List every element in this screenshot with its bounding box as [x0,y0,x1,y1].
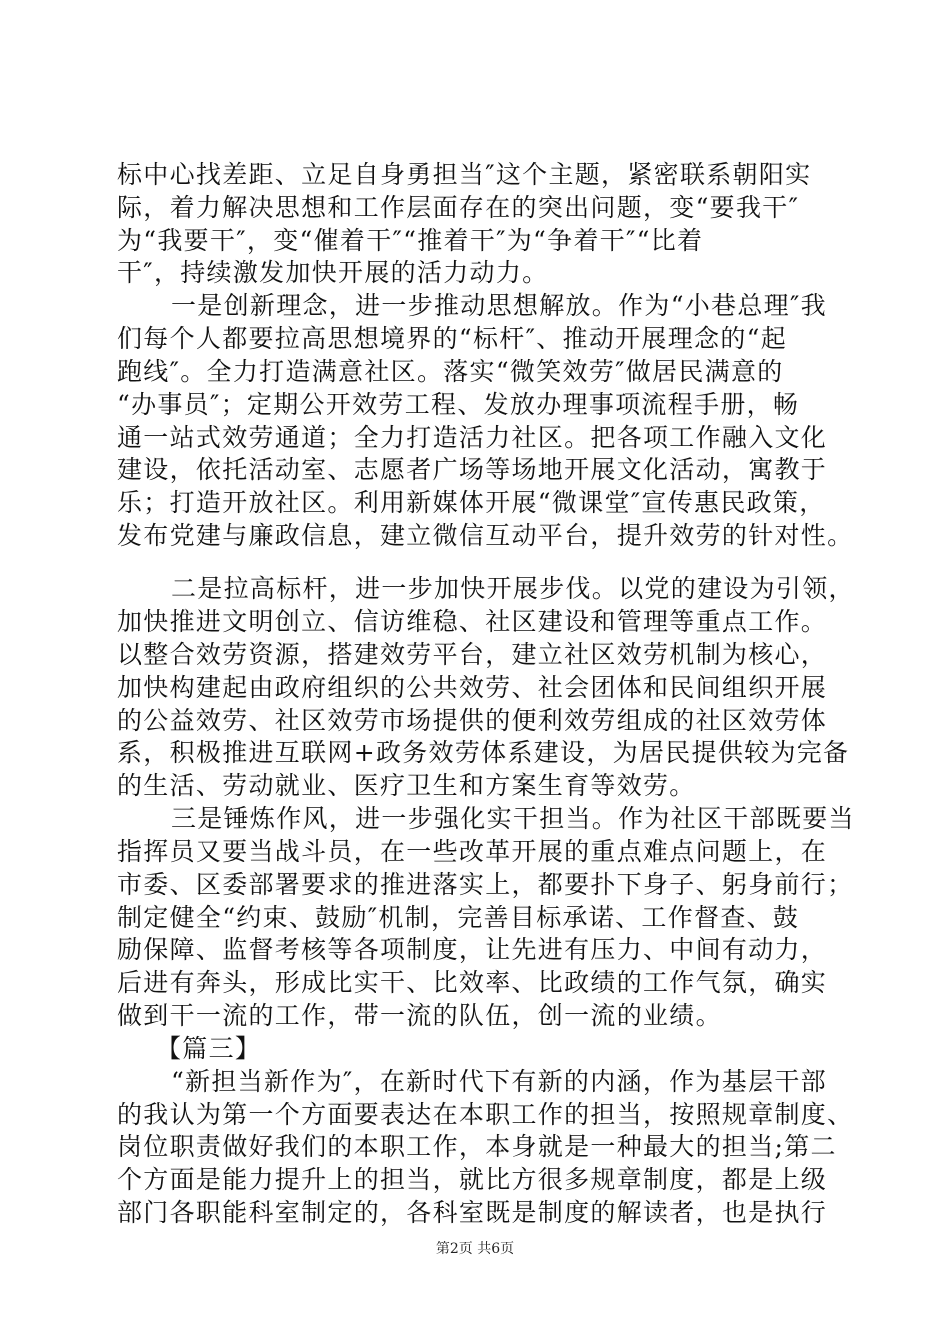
paragraph-first-line: 一是创新理念，进一步推动思想解放。作为“小巷总理″我 [171,291,827,320]
text-line: 加快推进文明创立、信访维稳、社区建设和管理等重点工作。 [117,607,828,636]
text-line: 标中心找差距、立足自身勇担当″这个主题，紧密联系朝阳实 [117,160,812,189]
text-line: 发布党建与廉政信息，建立微信互动平台，提升效劳的针对性。 [117,521,854,550]
text-line: 干″，持续激发加快开展的活力动力。 [117,258,549,287]
text-line: 个方面是能力提升上的担当，就比方很多规章制度，都是上级 [117,1165,828,1194]
text-line: 们每个人都要拉高思想境界的“标杆″、推动开展理念的“起 [117,324,788,353]
text-line: 为“我要干″，变“催着干″“推着干″为“争着干″“比着 [117,226,704,255]
text-line: 乐；打造开放社区。利用新媒体开展“微课堂″宣传惠民政策， [117,488,826,517]
text-line: 跑线″。全力打造满意社区。落实“微笑效劳″做居民满意的 [117,357,784,386]
paragraph-first-line: 二是拉高标杆，进一步加快开展步伐。以党的建设为引领， [171,574,855,603]
text-line: 做到干一流的工作，带一流的队伍，创一流的业绩。 [117,1001,722,1030]
text-line: 指挥员又要当战斗员，在一些改革开展的重点难点问题上，在 [117,837,828,866]
text-line: 市委、区委部署要求的推进落实上，都要扑下身子、躬身前行； [117,870,854,899]
text-line: 的公益效劳、社区效劳市场提供的便利效劳组成的社区效劳体 [117,706,828,735]
text-line: 后进有奔头，形成比实干、比效率、比政绩的工作气氛，确实 [117,968,828,997]
text-line: “办事员″；定期公开效劳工程、发放办理事项流程手册，畅 [117,390,800,419]
text-line: 励保障、监督考核等各项制度，让先进有压力、中间有动力， [117,935,828,964]
text-line: 加快构建起由政府组织的公共效劳、社会团体和民间组织开展 [117,673,828,702]
text-line: 的我认为第一个方面要表达在本职工作的担当，按照规章制度、 [117,1100,854,1129]
paragraph-first-line: 三是锤炼作风，进一步强化实干担当。作为社区干部既要当 [171,804,855,833]
paragraph-first-line: “新担当新作为″，在新时代下有新的内涵，作为基层干部 [171,1067,827,1096]
text-line: 系，积极推进互联网+政务效劳体系建设，为居民提供较为完备 [117,738,850,767]
text-line: 岗位职责做好我们的本职工作，本身就是一种最大的担当;第二 [117,1132,837,1161]
page-number-footer: 第2页 共6页 [435,1241,515,1257]
text-line: 部门各职能科室制定的，各科室既是制度的解读者，也是执行 [117,1198,828,1227]
section-heading: 【篇三】 [156,1034,262,1063]
text-line: 际，着力解决思想和工作层面存在的突出问题，变“要我干″ [117,193,800,222]
text-line: 建设，依托活动室、志愿者广场等场地开展文化活动，寓教于 [117,455,828,484]
text-line: 制定健全“约束、鼓励″机制，完善目标承诺、工作督查、鼓 [117,903,800,932]
text-line: 的生活、劳动就业、医疗卫生和方案生育等效劳。 [117,771,696,800]
text-line: 通一站式效劳通道；全力打造活力社区。把各项工作融入文化 [117,423,828,452]
text-line: 以整合效劳资源，搭建效劳平台，建立社区效劳机制为核心， [117,640,828,669]
